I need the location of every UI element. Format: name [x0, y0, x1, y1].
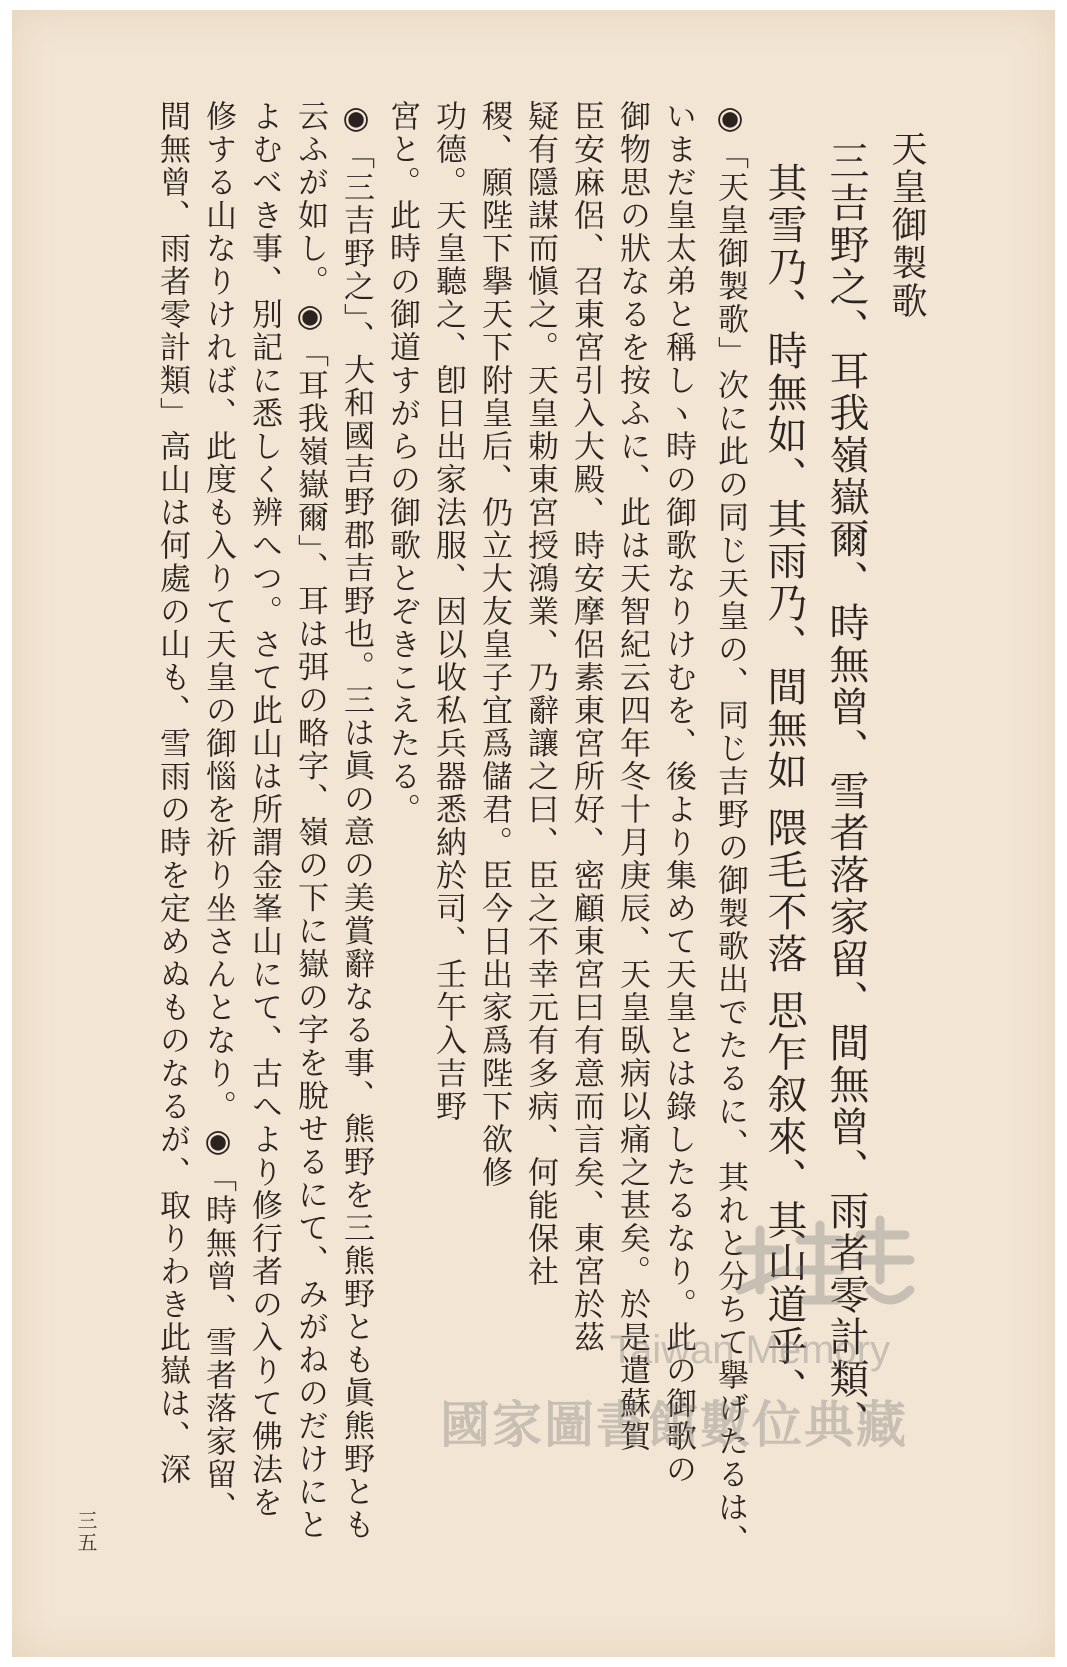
commentary-line: よむべき事、別記に悉しく辨へつ。さて此山は所謂金峯山にて、古へより修行者の入りて佛法を	[246, 100, 282, 1519]
poem-title: 天皇御製歌	[886, 130, 927, 320]
watermark-chinese: 國家圖書館數位典藏	[440, 1396, 908, 1454]
commentary-line: 宮と。此時の御道すがらの御歌とぞきこえたる。	[384, 100, 420, 826]
commentary-line: 間無曾、雨者零計類」高山は何處の山も、雪雨の時を定めぬものなるが、取りわき此嶽は、深	[154, 100, 190, 1486]
page-number: 三五	[74, 1510, 98, 1554]
commentary-line: ◉「三吉野之」、大和國吉野郡吉野也。三は眞の意の美賞辭なる事、熊野を三熊野とも眞熊野とも	[338, 100, 374, 1542]
verse-line-1: 三吉野之、耳我嶺嶽爾、時無曾、雪者落家留、間無曾、雨者零計類、	[823, 140, 869, 1442]
watermark-english: Taiwan Memory	[610, 1328, 891, 1372]
commentary-line: 云ふが如し。◉「耳我嶺嶽爾」、耳は弭の略字、嶺の下に嶽の字を脫せるにて、みがねのだけにと	[292, 100, 328, 1542]
commentary-line: 稷、願陛下擧天下附皇后、仍立大友皇子宜爲儲君。臣今日出家爲陛下欲修	[476, 100, 512, 1189]
library-watermark	[420, 1290, 940, 1454]
commentary-line: いまだ皇太弟と稱しヽ時の御歌なりけむを、後より集めて天皇とは錄したるなり。此の御歌の	[660, 100, 696, 1486]
commentary-line: 疑有隱謀而愼之。天皇勅東宮授鴻業、乃辭讓之曰、臣之不幸元有多病、何能保社	[522, 100, 558, 1288]
commentary-line: 修する山なりければ、此度も入りて天皇の御惱を祈り坐さんとなり。◉「時無曾、雪者落家留、	[200, 100, 236, 1524]
commentary-line: 功德。天皇聽之、卽日出家法服、因以收私兵器悉納於司、壬午入吉野	[430, 100, 466, 1123]
verse-line-2: 其雪乃、時無如、其雨乃、間無如 隈毛不落 思乍叙來、其山道乎、	[761, 162, 807, 1410]
commentary-line: ◉「天皇御製歌」次に此の同じ天皇の、同じ吉野の御製歌出でたるに、其れと分ちて擧げたるは、	[712, 100, 748, 1557]
commentary-line: 臣安麻侶、召東宮引入大殿、時安摩侶素東宮所好、密顧東宮曰有意而言矣、東宮於茲	[568, 100, 604, 1354]
commentary-line: 御物思の狀なるを按ふに、此は天智紀云四年冬十月庚辰、天皇臥病以痛之甚矣。於是遣蘇賀	[614, 100, 650, 1453]
